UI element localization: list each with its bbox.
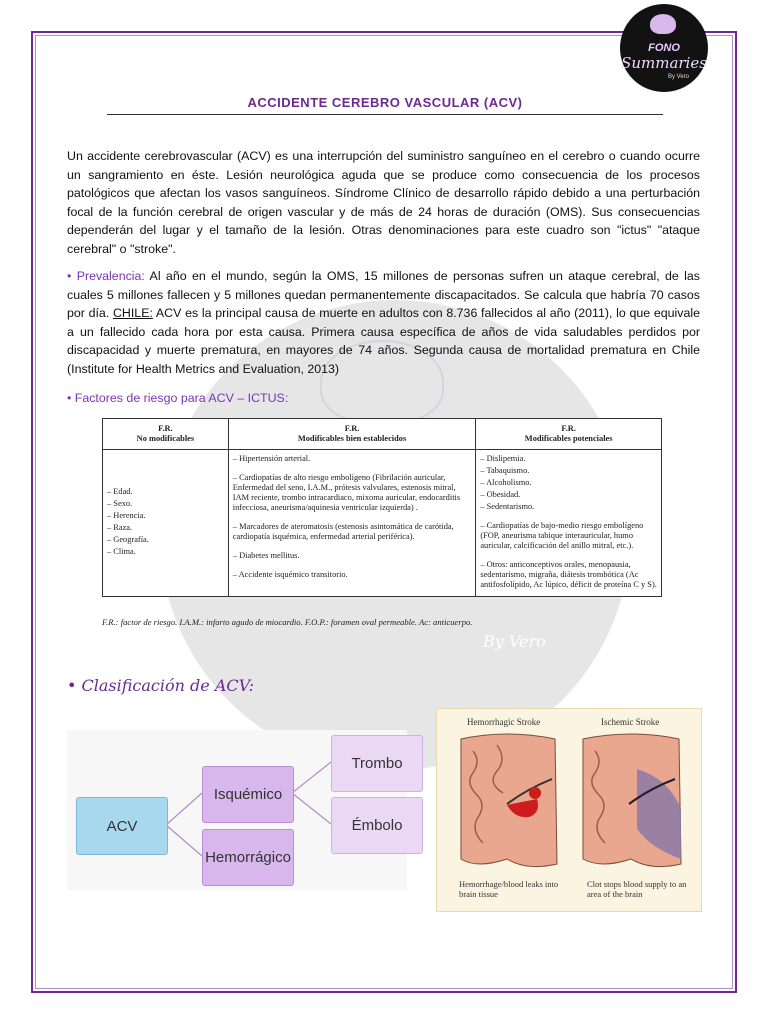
node-isquemico: Isquémico — [202, 766, 294, 823]
hemorrhagic-title: Hemorrhagic Stroke — [467, 717, 541, 727]
list-item: – Hipertensión arterial. — [232, 454, 311, 463]
logo-line2: Summaries — [621, 54, 707, 72]
list-item: – Accidente isquémico transitorio. — [232, 570, 348, 579]
prevalencia-text1: Al año en el mundo, según la OMS, 15 millones de personas sufren un ataque cerebral, de las cuales 5 millones fallecen y 5 millones quedan permanentemente discapacitados. Se calcula que habría 70 casos por día. — [67, 269, 701, 321]
clasificacion-heading: • Clasificación de ACV: — [67, 676, 254, 695]
list-item: – Marcadores de ateromatosis (estenosis asintomática de carótida, cardiopatía isquémica, enfermedad arterial periférica). — [232, 522, 454, 541]
node-embolo: Émbolo — [331, 797, 423, 854]
watermark-text: By Vero — [483, 632, 546, 651]
node-trombo: Trombo — [331, 735, 423, 792]
factores-heading: • Factores de riesgo para ACV – ICTUS: — [67, 391, 289, 405]
intro-paragraph: Un accidente cerebrovascular (ACV) es una interrupción del suministro sanguíneo en el cerebro o cuando ocurre un sangramiento en éste. Lesión neurológica aguda que se produce como consecuencia de los procesos patológicos que afectan los vasos sanguíneos. Síndrome Clínico de desarrollo rápido debido a una perturbación focal de la función cerebral de origen vascular y de más de 24 horas de duración (OMS). Sus consecuencias dependerán del lugar y el tamaño de la lesión. Otras denominaciones para este cuadro son "ictus" "ataque cerebral" o "stroke". — [67, 149, 700, 256]
list-item: – Cardiopatías de bajo-medio riesgo embolígeno (FOP, aneurisma tabique interauricular, humo auricular, calcificación del anillo mitral, etc.). — [480, 521, 644, 550]
list-item: – Sedentarismo. — [480, 502, 535, 511]
list-item: – Diabetes mellitus. — [232, 551, 300, 560]
ischemic-brain-icon — [583, 734, 681, 867]
table-header: F.R. No modificables — [103, 419, 229, 450]
list-item: – Sexo. — [107, 499, 133, 508]
node-acv: ACV — [76, 797, 168, 855]
ischemic-title: Ischemic Stroke — [601, 717, 660, 727]
connector-isquemico-trombo — [292, 762, 331, 793]
logo-line3: By Vero — [668, 74, 690, 80]
list-item: – Herencia. — [107, 511, 146, 520]
connector-acv-hemorragico — [166, 825, 202, 856]
chile-label: CHILE: — [112, 306, 153, 321]
ischemic-caption: Clot stops blood supply to an area of the brain — [587, 879, 687, 899]
list-item: – Geografía. — [107, 535, 149, 544]
list-item: – Cardiopatías de alto riesgo embolígeno (Fibrilación auricular, Enfermedad del seno, I.A.M., prótesis valvulares, estenosis mitral, IAM reciente, trombo intracardiaco, mixoma auricular, endocarditis infecciosa, aneurisma/aquinesia ventricular izquierda) . — [232, 473, 461, 512]
list-item: – Raza. — [107, 523, 133, 532]
list-item: – Edad. — [107, 487, 133, 496]
list-item: – Otros: anticonceptivos orales, menopausia, sedentarismo, migraña, diátesis trombótica (Ac antifosfolípido, Ac lúpico, déficit de proteína C y S). — [480, 560, 657, 589]
list-item: – Dislipemia. — [480, 454, 526, 463]
node-hemorragico: Hemorrágico — [202, 829, 294, 886]
table-header: F.R. Modificables potenciales — [476, 419, 662, 450]
hemorrhagic-caption: Hemorrhage/blood leaks into brain tissue — [459, 879, 559, 899]
logo-line1: FONO — [648, 42, 680, 54]
prevalencia-text2: ACV es la principal causa de muerte en adultos con 8.736 fallecidos al año (2011), lo que equivale a un fallecido cada hora por esta causa. Primera causa específica de años de vida saludables perdidos por discapacidad y muerte prematura, en mayores de 74 años. Segunda causa de mortalidad prematura en Chile (Institute for Health Metrics and Evaluation, 2013) — [67, 306, 700, 376]
hemorrhagic-brain-icon — [461, 734, 557, 867]
stroke-figure — [436, 708, 702, 912]
table-header: F.R. Modificables bien establecidos — [228, 419, 476, 450]
prevalencia-label: • Prevalencia: — [67, 269, 145, 283]
list-item: – Alcoholismo. — [480, 478, 532, 487]
page-title: ACCIDENTE CEREBRO VASCULAR (ACV) — [247, 95, 523, 110]
connector-acv-isquemico — [166, 793, 202, 825]
connector-isquemico-embolo — [292, 793, 331, 824]
list-item: – Clima. — [107, 547, 136, 556]
table-footnote: F.R.: factor de riesgo. I.A.M.: infarto agudo de miocardio. F.O.P.: foramen oval permeable. Ac: anticuerpo. — [102, 617, 473, 627]
list-item: – Obesidad. — [480, 490, 521, 499]
list-item: – Tabaquismo. — [480, 466, 530, 475]
